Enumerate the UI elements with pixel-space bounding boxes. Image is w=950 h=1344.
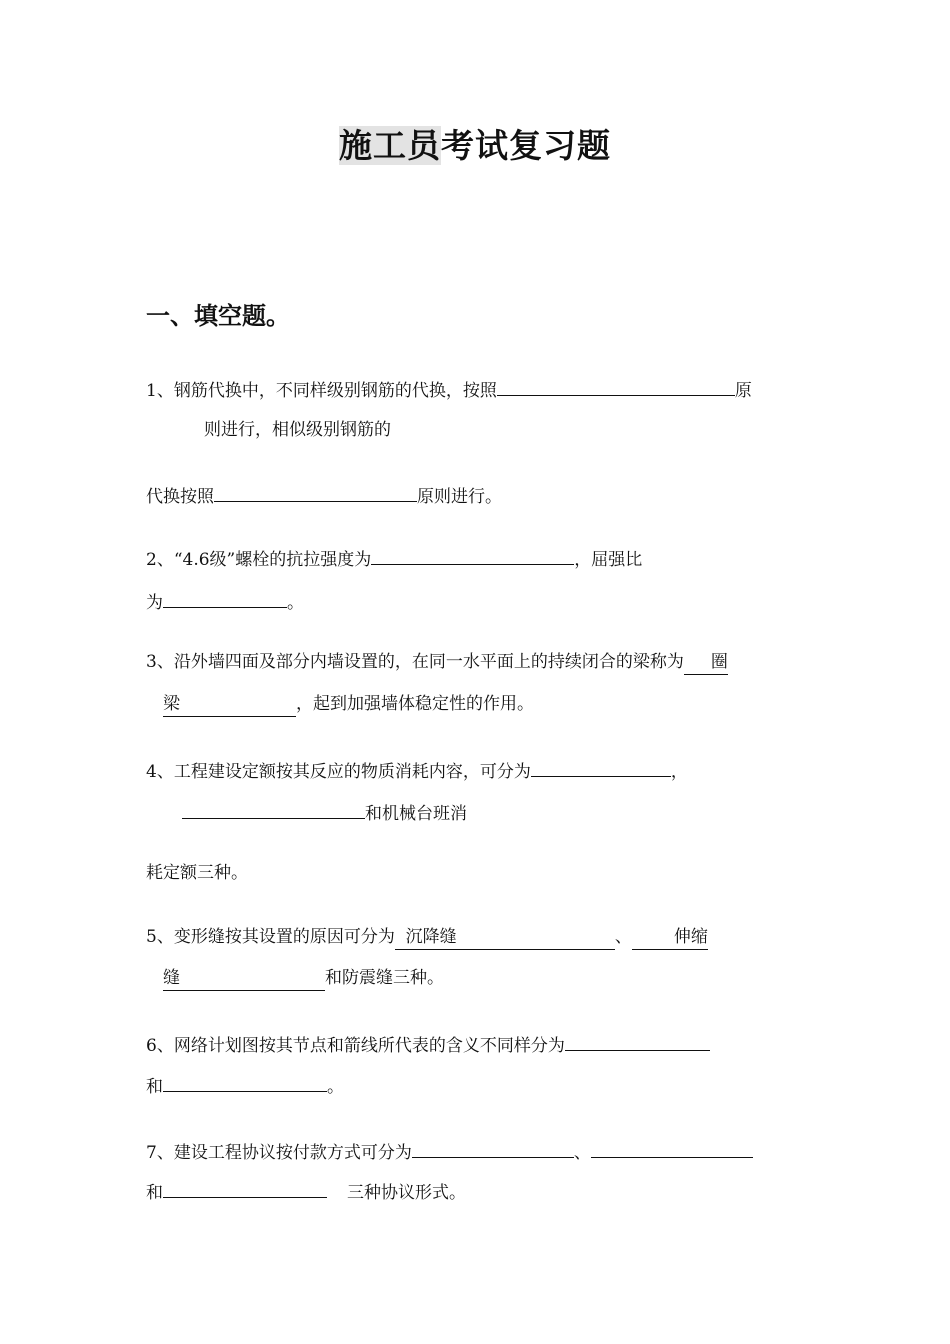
blank-2a	[371, 544, 574, 565]
answer-5a: 沉降缝	[395, 925, 615, 950]
question-2-line-2: 为 。	[146, 587, 304, 615]
blank-7a	[412, 1137, 574, 1158]
question-1-line-1: 1、钢筋代换中，不同样级别钢筋的代换，按照 原	[146, 375, 752, 403]
answer-3a: 圈	[684, 650, 728, 675]
question-5-line-1: 5、变形缝按其设置的原因可分为 沉降缝 、 伸缩	[146, 925, 708, 950]
title-highlight: 施工员	[339, 126, 441, 165]
question-6-line-1: 6、网络计划图按其节点和箭线所代表的含义不同样分为	[146, 1030, 710, 1058]
question-1-line-3: 代换按照 原则进行。	[146, 481, 502, 509]
blank-2b	[163, 587, 287, 608]
question-3-line-2: 梁 ，起到加强墙体稳定性的作用。	[163, 692, 534, 717]
title-rest: 考试复习题	[441, 126, 611, 165]
question-2-line-1: 2、“4.6级”螺栓的抗拉强度为 ，屈强比	[146, 544, 642, 572]
question-1-line-2: 则进行，相似级别钢筋的	[204, 420, 391, 440]
answer-5b: 伸缩	[632, 925, 708, 950]
section-heading: 一、填空题。	[146, 302, 290, 330]
blank-4a	[531, 756, 671, 777]
question-6-line-2: 和 。	[146, 1071, 344, 1099]
question-4-line-3: 耗定额三种。	[146, 863, 248, 883]
page-title	[0, 120, 950, 167]
blank-6a	[565, 1030, 710, 1051]
blank-4b	[182, 798, 365, 819]
blank-6b	[163, 1071, 327, 1092]
question-4-line-2: 和机械台班消	[182, 798, 467, 826]
question-3-line-1: 3、沿外墙四面及部分内墙设置的，在同一水平面上的持续闭合的梁称为 圈	[146, 650, 728, 675]
question-7-line-1: 7、建设工程协议按付款方式可分为 、	[146, 1137, 753, 1165]
blank-7b	[591, 1137, 753, 1158]
blank-1a	[497, 375, 735, 396]
question-7-line-2: 和 三种协议形式。	[146, 1177, 466, 1205]
answer-5c: 缝	[163, 966, 325, 991]
blank-7c	[163, 1177, 327, 1198]
answer-3b: 梁	[163, 692, 296, 717]
question-4-line-1: 4、工程建设定额按其反应的物质消耗内容，可分为 ，	[146, 756, 688, 784]
blank-1b	[214, 481, 417, 502]
question-5-line-2: 缝 和防震缝三种。	[163, 966, 444, 991]
